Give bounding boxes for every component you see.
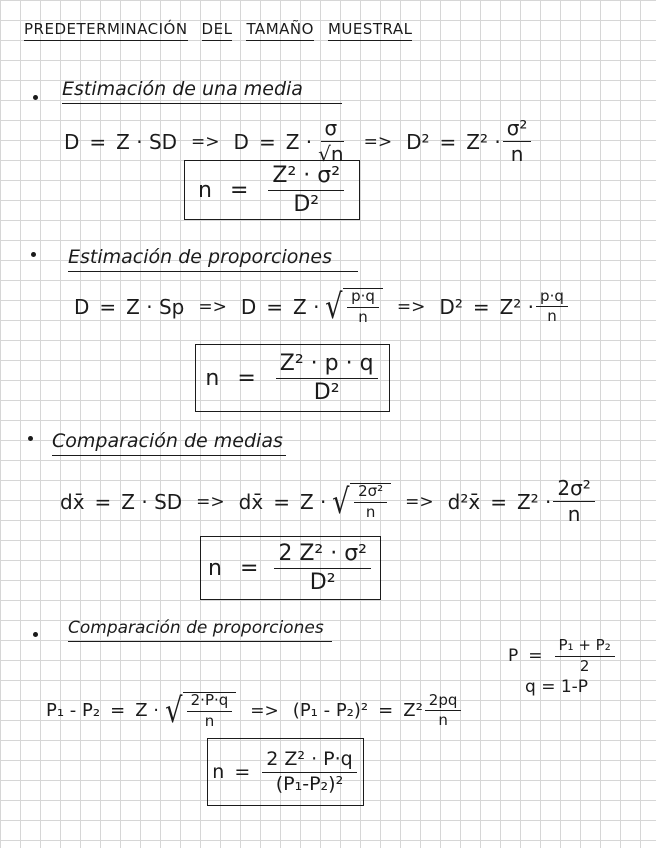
fraction-denominator: n	[567, 502, 581, 526]
fraction-numerator: 2 Z² · P·q	[262, 750, 356, 773]
equals-sign: =	[234, 761, 251, 783]
radicand	[343, 288, 383, 326]
formula-lhs: n	[205, 365, 220, 391]
square-root	[323, 288, 382, 326]
fraction-denominator: n	[358, 307, 368, 326]
sqrt-symbol: √	[318, 142, 331, 166]
equals-sign: =	[472, 294, 490, 319]
equals-sign: =	[94, 489, 112, 514]
implies-arrow: =>	[191, 131, 220, 152]
formula-line	[46, 692, 463, 730]
equals-sign: =	[239, 555, 259, 581]
equals-sign: =	[99, 294, 117, 319]
fraction-numerator: Z² · p · q	[276, 352, 378, 378]
equals-sign: =	[258, 129, 276, 154]
formula-lhs: D²	[406, 129, 430, 154]
implies-arrow: =>	[198, 296, 227, 317]
fraction	[262, 747, 356, 795]
formula-factor: Z² ·	[466, 129, 501, 154]
boxed-formula	[195, 344, 390, 412]
formula-rhs: Z · SD	[116, 129, 178, 154]
formula-rhs: Z · Sp	[126, 294, 185, 319]
equals-sign: =	[266, 294, 284, 319]
fraction-denominator: (P₁-P₂)²	[275, 772, 344, 795]
fraction-numerator: 2σ²	[553, 478, 594, 502]
radicand	[350, 483, 391, 521]
equals-sign: =	[378, 700, 394, 722]
fraction-numerator: σ²	[503, 118, 532, 142]
fraction-numerator: 2·P·q	[187, 693, 233, 712]
formula-lhs: d²x̄	[447, 489, 481, 514]
fraction-denominator: n	[365, 502, 376, 521]
square-root	[163, 692, 236, 730]
implies-arrow: =>	[405, 491, 434, 512]
formula-lhs: dx̄	[60, 489, 85, 514]
equals-sign: =	[110, 700, 126, 722]
fraction	[555, 638, 615, 675]
fraction	[553, 478, 594, 525]
formula-line	[60, 478, 597, 525]
formula-lhs: (P₁ - P₂)²	[292, 700, 369, 722]
formula-factor: Z ·	[299, 489, 327, 514]
formula-lhs: P	[508, 646, 519, 667]
section-heading: Comparación de proporciones	[68, 618, 332, 642]
fraction	[268, 164, 344, 215]
section-heading: Estimación de una media	[62, 78, 342, 104]
square-root	[330, 483, 391, 521]
formula-factor: Z ·	[285, 129, 313, 154]
title-word: TAMAÑO	[246, 20, 314, 41]
equals-sign: =	[89, 129, 107, 154]
formula-lhs: n	[197, 177, 212, 203]
sqrt-symbol: √	[325, 286, 343, 327]
formula-line	[64, 118, 533, 165]
fraction	[187, 693, 233, 730]
fraction-denominator: n	[438, 711, 448, 730]
fraction-denominator: D²	[293, 191, 320, 217]
bullet-point	[33, 95, 38, 100]
fraction-numerator: p·q	[536, 289, 568, 308]
fraction	[503, 118, 532, 165]
equals-sign: =	[528, 646, 543, 667]
formula-lhs: n	[212, 761, 225, 783]
formula-lhs: D	[233, 129, 249, 154]
fraction	[354, 481, 387, 521]
fraction-denominator: D²	[313, 379, 340, 405]
fraction-numerator: 2 Z² · σ²	[274, 542, 371, 568]
fraction-denominator: n	[510, 142, 524, 166]
fraction-numerator: p·q	[347, 289, 379, 308]
implies-arrow: =>	[196, 491, 225, 512]
formula-factor: Z² ·	[516, 489, 552, 514]
equals-sign: =	[273, 489, 290, 514]
bullet-point	[28, 436, 33, 441]
fraction	[347, 289, 379, 326]
title-word: MUESTRAL	[328, 20, 413, 41]
fraction-numerator: 2pq	[425, 693, 462, 712]
implies-arrow: =>	[363, 131, 393, 152]
formula-factor: Z² ·	[499, 294, 535, 319]
fraction	[276, 352, 378, 403]
boxed-formula	[200, 536, 381, 600]
side-formula	[508, 638, 617, 675]
title-word: DEL	[202, 20, 233, 41]
radicand	[183, 692, 237, 730]
equals-sign: =	[439, 129, 457, 154]
formula-factor: Z ·	[135, 700, 159, 722]
fraction	[314, 118, 347, 165]
formula-lhs: dx̄	[238, 489, 264, 514]
formula-factor: Z ·	[293, 294, 320, 319]
fraction-numerator: P₁ + P₂	[555, 638, 615, 657]
title-word: PREDETERMINACIÓN	[24, 20, 188, 41]
equals-sign: =	[229, 177, 249, 203]
bullet-point	[33, 632, 38, 637]
equals-sign: =	[237, 365, 256, 391]
formula-lhs: D	[240, 294, 257, 319]
fraction-denominator: n	[547, 307, 557, 326]
formula-lhs: P₁ - P₂	[46, 700, 101, 722]
boxed-formula	[184, 160, 360, 220]
fraction-numerator: σ	[321, 118, 342, 142]
equals-sign: =	[490, 489, 507, 514]
fraction-denominator: n	[204, 711, 215, 730]
fraction-numerator: Z² · σ²	[268, 164, 344, 190]
fraction	[536, 286, 568, 326]
fraction-numerator: 2σ²	[354, 484, 387, 503]
formula-rhs: Z · SD	[121, 489, 183, 514]
implies-arrow: =>	[396, 296, 426, 317]
sqrt-symbol: √	[332, 481, 350, 522]
formula-lhs: n	[207, 555, 222, 581]
sqrt-symbol: √	[165, 690, 183, 731]
formula-factor: Z²	[403, 700, 423, 722]
formula-lhs: D	[64, 129, 80, 154]
fraction	[425, 690, 462, 730]
bullet-point	[31, 252, 36, 257]
implies-arrow: =>	[250, 700, 279, 721]
section-heading: Comparación de medias	[52, 430, 286, 456]
fraction-denominator: D²	[309, 569, 336, 595]
section-heading: Estimación de proporciones	[68, 246, 358, 272]
formula-line	[74, 288, 570, 326]
boxed-formula	[207, 738, 364, 806]
fraction-denominator: 2	[579, 656, 590, 675]
formula-lhs: D	[74, 294, 90, 319]
formula-lhs: D²	[439, 294, 463, 319]
page-title	[24, 20, 426, 41]
fraction	[274, 542, 371, 593]
side-formula: q = 1-P	[525, 677, 589, 697]
radicand: n	[330, 142, 344, 166]
